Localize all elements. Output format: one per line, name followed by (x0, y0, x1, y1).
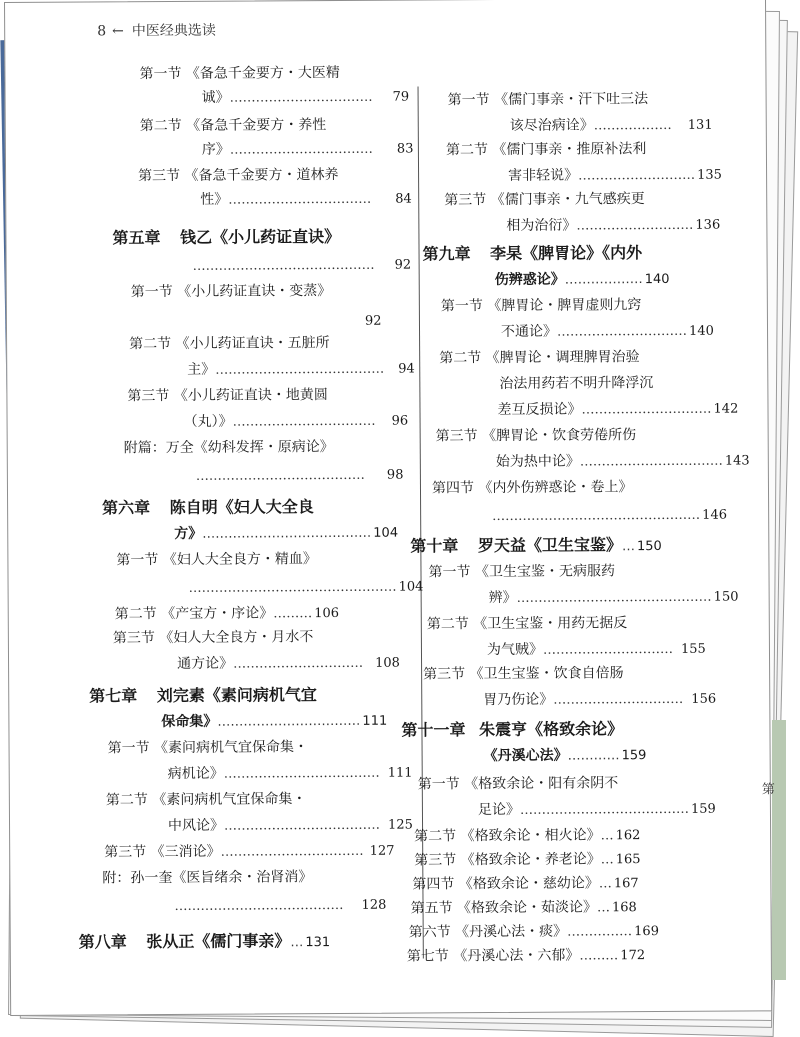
toc-entry-cont (495, 267, 670, 293)
leader-dots: ……… (273, 606, 313, 622)
page-ref: 108 (375, 655, 400, 671)
chapter-label: 第六章 (102, 498, 151, 518)
chapter-label: 第十章 (410, 536, 459, 556)
toc-entry[interactable] (439, 345, 640, 370)
page-ref: 127 (369, 843, 395, 859)
entry-title: 相为治衍》 (506, 217, 577, 234)
toc-entry-cont (193, 253, 412, 279)
book-title: 中医经典选读 (131, 22, 216, 40)
leader-dots: ………………………… (581, 401, 712, 418)
toc-entry[interactable] (414, 823, 640, 849)
entry-title: 辨》 (488, 589, 517, 607)
leader-dots: …………… (567, 924, 633, 940)
leader-dots: … (600, 828, 614, 844)
page-ref: 150 (713, 589, 739, 605)
page-number: 8 (97, 23, 107, 40)
page-ref: 79 (392, 89, 410, 105)
leader-dots: ………………………… (553, 691, 684, 708)
toc-entry[interactable] (428, 559, 615, 584)
page-ref: 106 (314, 605, 340, 622)
page-ref: 98 (386, 467, 404, 483)
arrow-icon: ← (112, 23, 124, 40)
leader-dots: …………………………… (232, 413, 376, 430)
chapter-title: 罗天益《卫生宝鉴》 (477, 535, 622, 556)
entry-title: 《格致余论・慈幼论》 (458, 875, 599, 893)
entry-title: 《格致余论・阳有余阴不 (464, 775, 619, 793)
toc-entry-cont (496, 448, 750, 475)
toc-entry[interactable] (115, 601, 339, 627)
entry-title: 《卫生宝鉴・用药无据反 (473, 615, 628, 633)
entry-title: 《脾胃论・饮食劳倦所伤 (482, 427, 637, 445)
toc-entry-cont (487, 637, 706, 663)
section-label: 第二节 (139, 117, 182, 135)
chapter-title: 张从正《儒门事亲》 (146, 931, 291, 952)
page-ref: 172 (620, 948, 646, 964)
toc-entry[interactable] (423, 661, 624, 686)
entry-title: 《格致余论・相火论》 (460, 827, 601, 845)
page-ref: 94 (398, 361, 415, 377)
entry-title: 足论》 (477, 801, 520, 819)
page-ref: 83 (396, 141, 414, 157)
toc-entry-cont (483, 687, 716, 713)
toc-entry[interactable] (448, 87, 649, 112)
leader-dots: …………………………… (217, 713, 361, 730)
next-page-edge-text: 第 (761, 782, 775, 798)
entry-title: 《儒门事亲・汗下吐三法 (494, 91, 649, 109)
page-ref: 142 (713, 401, 739, 417)
chapter-label: 第七章 (89, 686, 138, 706)
toc-entry-cont (506, 213, 720, 239)
page-ref: 168 (611, 900, 637, 916)
toc-entry-cont (497, 397, 738, 423)
chapter-title: 钱乙《小儿药证直诀》 (179, 226, 341, 247)
chapter-label: 第五章 (112, 228, 161, 248)
page-ref: 84 (395, 191, 412, 207)
toc-entry[interactable] (418, 771, 619, 796)
section-label: 第三节 (104, 844, 147, 861)
entry-title: 《三消论》 (150, 843, 221, 861)
page-ref: 156 (691, 691, 717, 707)
entry-title: 为气贼》 (486, 641, 544, 659)
leader-dots: … (290, 935, 304, 951)
page-ref: 111 (387, 765, 413, 781)
section-label: 第二节 (439, 350, 482, 367)
entry-title: 孙一奎《医旨绪余・治肾消》 (130, 869, 313, 887)
chapter-title: 伤辨惑论》 (494, 271, 565, 289)
toc-entry[interactable] (124, 435, 334, 460)
entry-title: （丸）》 (183, 413, 233, 430)
leader-dots: … (600, 852, 614, 868)
chapter-heading[interactable] (112, 225, 340, 250)
toc-entry-cont (177, 651, 400, 677)
leader-dots: … (598, 876, 612, 892)
section-label: 第三节 (435, 428, 478, 445)
chapter-heading[interactable] (422, 241, 642, 266)
leader-dots: ………………………………… (215, 361, 385, 378)
section-label: 第二节 (105, 792, 148, 809)
entry-title: 《素问病机气宜保命集・ (152, 791, 307, 809)
chapter-heading[interactable] (89, 683, 317, 708)
page-ref: 92 (364, 313, 382, 329)
chapter-heading[interactable] (79, 929, 331, 957)
toc-entry-cont (187, 356, 415, 382)
chapter-title: 朱震亨《格致余论》 (478, 719, 624, 740)
toc-entry[interactable] (116, 547, 317, 572)
entry-title: 《卫生宝鉴・无病服药 (474, 563, 615, 581)
entry-title: 该尽治病诠》 (509, 117, 594, 134)
toc-entry-cont (501, 319, 714, 345)
leader-dots: ……………………………………… (516, 589, 712, 606)
entry-title: 《妇人大全良方・精血》 (162, 551, 317, 569)
chapter-title: 《丹溪心法》 (483, 747, 568, 765)
leader-dots: ……………………… (576, 217, 694, 234)
section-label: 第三节 (112, 630, 155, 647)
entry-title: 《小儿药证直诀・地黄圆 (173, 387, 328, 404)
toc-entry[interactable] (444, 187, 645, 212)
page-ref: 131 (305, 935, 331, 951)
entry-title: 《备急千金要方・大医精 (185, 64, 340, 82)
entry-title: 治法用药若不明升降浮沉 (499, 375, 654, 392)
section-label: 第三节 (127, 387, 170, 405)
section-label: 第三节 (138, 167, 181, 185)
section-label: 附： (102, 870, 131, 887)
entry-title: 《备急千金要方・养性 (186, 117, 327, 134)
toc-entry-cont (492, 503, 727, 529)
toc-entry[interactable] (446, 137, 647, 162)
leader-dots: ………………………………………… (492, 507, 701, 525)
entry-title: 《儒门事亲・九气感疾更 (490, 191, 645, 209)
chapter-heading[interactable] (410, 533, 662, 561)
toc-entry[interactable] (410, 895, 636, 921)
toc-entry-cont (200, 187, 412, 213)
leader-dots: ………………………… (233, 655, 364, 672)
entry-title: 通方论》 (176, 655, 234, 672)
toc-entry[interactable] (414, 847, 640, 873)
page-ref: 140 (688, 323, 714, 339)
toc-page (4, 0, 775, 1016)
section-label: 第七节 (406, 948, 449, 965)
page-ref: 136 (695, 217, 721, 233)
entry-title: 《产宝方・序论》 (161, 605, 274, 623)
entry-title: 不通论》 (500, 323, 558, 340)
toc-entry[interactable] (432, 475, 633, 500)
page-ref: 155 (680, 641, 706, 657)
section-label: 第二节 (414, 828, 457, 845)
toc-entry-cont (510, 113, 713, 139)
leader-dots: ……………… (593, 117, 672, 134)
section-label: 附篇： (123, 440, 166, 457)
section-label: 第一节 (440, 298, 483, 315)
leader-dots: ……………………………… (223, 765, 380, 782)
entry-title: 《格致余论・茹淡论》 (456, 899, 598, 917)
entry-title: 《脾胃论・脾胃虚则九窍 (487, 297, 642, 315)
toc-entry[interactable] (409, 919, 659, 946)
entry-title: 万全《幼科发挥・原病论》 (165, 438, 334, 457)
section-label: 第二节 (114, 606, 157, 623)
toc-entry-cont (484, 743, 647, 769)
section-label: 第一节 (130, 283, 173, 301)
page-ref: 128 (361, 897, 387, 913)
page-ref: 104 (398, 579, 424, 595)
page-ref: 162 (615, 828, 641, 844)
toc-entry[interactable] (129, 331, 330, 356)
toc-entry[interactable] (139, 61, 340, 86)
section-label: 第一节 (139, 65, 182, 83)
toc-entry-cont (196, 463, 404, 489)
toc-entry-cont (189, 574, 424, 600)
page-ref: 159 (690, 801, 716, 817)
leader-dots: ………………………………………… (188, 579, 397, 596)
entry-title: 差互反损论》 (497, 401, 582, 418)
leader-dots: ………………………………… (202, 525, 372, 542)
leader-dots: ……………… (564, 272, 643, 288)
entry-title: 《内外伤辨惑论・卷上》 (478, 479, 633, 497)
chapter-title: 方》 (174, 525, 203, 542)
toc-entry-cont (202, 137, 414, 163)
page-ref: 111 (362, 713, 388, 729)
page-ref: 135 (697, 167, 722, 183)
section-label: 第三节 (444, 192, 487, 209)
toc-entry[interactable] (436, 423, 637, 448)
toc-entry[interactable] (138, 163, 339, 188)
entry-title: 病机论》 (167, 765, 224, 783)
section-label: 第二节 (445, 142, 488, 159)
entry-title: 《格致余论・养老论》 (460, 851, 601, 869)
toc-entry-cont (363, 309, 382, 334)
page-ref: 131 (687, 117, 713, 133)
toc-entry-cont (174, 521, 398, 547)
toc-entry-cont (174, 893, 386, 919)
toc-entry[interactable] (441, 293, 642, 318)
toc-entry-cont (168, 813, 413, 839)
toc-entry-cont (499, 371, 653, 396)
toc-entry-cont (202, 85, 410, 111)
page-ref: 169 (634, 924, 660, 940)
entry-title: 中风论》 (167, 817, 225, 835)
chapter-label: 第九章 (422, 244, 471, 264)
chapter-title: 刘完素《素问病机气宜 (156, 685, 317, 706)
section-label: 第三节 (423, 666, 466, 683)
entry-title: 《丹溪心法・六郁》 (453, 947, 580, 965)
entry-title: 《备急千金要方・道林养 (184, 166, 339, 184)
toc-entry[interactable] (102, 865, 312, 890)
page-ref: 159 (621, 748, 647, 764)
entry-title: 《卫生宝鉴・饮食自倍肠 (469, 665, 624, 683)
leader-dots: …………………………… (579, 453, 723, 470)
toc-entry-cont (183, 409, 408, 435)
leader-dots: …………………………… (229, 89, 373, 106)
section-label: 第二节 (426, 616, 469, 633)
toc-entry[interactable] (107, 735, 308, 760)
leader-dots: …………………………… (229, 141, 373, 158)
section-label: 第三节 (414, 852, 457, 869)
chapter-title: 李杲《脾胃论》《内外 (490, 243, 643, 264)
leader-dots: ………………………… (542, 641, 674, 658)
section-label: 第一节 (428, 564, 471, 581)
section-label: 第二节 (129, 335, 172, 353)
page-ref: 125 (387, 817, 413, 833)
leader-dots: ………………………… (556, 323, 688, 340)
page-ref: 150 (636, 538, 662, 555)
toc-entry-cont (161, 709, 387, 735)
section-label: 第一节 (107, 740, 150, 757)
section-label: 第一节 (116, 552, 159, 569)
page-ref: 104 (373, 525, 399, 541)
toc-entry[interactable] (127, 383, 328, 408)
entry-title: 主》 (187, 361, 216, 378)
page-ref: 92 (394, 257, 412, 273)
section-label: 第一节 (447, 92, 490, 109)
chapter-title: 保命集》 (161, 713, 218, 731)
toc-entry-cont (478, 797, 716, 823)
toc-entry[interactable] (131, 279, 332, 304)
chapter-heading[interactable] (102, 495, 314, 520)
page-ref: 167 (613, 876, 639, 892)
leader-dots: ………… (567, 748, 620, 764)
toc-entry[interactable] (412, 871, 638, 897)
toc-entry[interactable] (106, 787, 307, 812)
leader-dots: ………………………………… (174, 897, 344, 914)
entry-title: 序》 (201, 141, 230, 158)
entry-title: 《素问病机气宜保命集・ (153, 739, 309, 757)
leader-dots: …………………………… (228, 191, 372, 208)
page-ref: 146 (702, 507, 728, 523)
page-ref: 140 (644, 271, 670, 288)
entry-title: 胃乃伤论》 (483, 691, 554, 709)
leader-dots: … (596, 900, 611, 916)
leader-dots: ………………………………… (195, 467, 365, 484)
entry-title: 《小儿药证直诀・变蒸》 (177, 283, 332, 300)
leader-dots: ………………………………… (519, 801, 689, 818)
section-label: 第四节 (412, 876, 455, 893)
toc-entry[interactable] (140, 113, 327, 138)
section-label: 第四节 (431, 480, 475, 497)
leader-dots: …………………………………… (192, 257, 375, 274)
section-label: 第一节 (417, 776, 460, 793)
page-ref: 96 (391, 413, 409, 429)
entry-title: 《丹溪心法・痰》 (455, 923, 568, 941)
toc-entry[interactable] (407, 943, 645, 969)
leader-dots: ……… (579, 948, 619, 964)
section-label: 第六节 (408, 924, 451, 941)
toc-entry-cont (168, 761, 413, 787)
chapter-heading[interactable] (401, 717, 623, 742)
toc-entry-cont (489, 585, 739, 612)
chapter-label: 第八章 (78, 932, 127, 952)
page-ref: 165 (615, 852, 641, 868)
toc-entry-cont (508, 163, 722, 189)
entry-title: 《儒门事亲・推原补法利 (492, 141, 647, 159)
chapter-label: 第十一章 (401, 720, 466, 740)
running-header (97, 20, 216, 41)
entry-title: 始为热中论》 (495, 453, 580, 471)
entry-title: 性》 (200, 191, 229, 208)
entry-title: 《妇人大全良方・月水不 (159, 629, 314, 647)
entry-title: 诚》 (201, 89, 230, 106)
section-label: 第五节 (410, 900, 453, 917)
cover-edge (772, 720, 786, 980)
toc-entry[interactable] (104, 839, 394, 866)
leader-dots: … (621, 539, 635, 555)
entry-title: 《脾胃论・调理脾胃治验 (485, 349, 640, 367)
toc-entry[interactable] (427, 611, 628, 636)
entry-title: 《小儿药证直诀・五脏所 (175, 335, 330, 352)
toc-entry[interactable] (113, 625, 314, 650)
entry-title: 害非轻说》 (508, 167, 579, 184)
leader-dots: ……………………………… (223, 817, 381, 834)
chapter-title: 陈自明《妇人大全良 (169, 497, 314, 517)
leader-dots: …………………………… (220, 843, 364, 860)
leader-dots: ……………………… (578, 167, 696, 184)
page-ref: 143 (724, 453, 750, 469)
